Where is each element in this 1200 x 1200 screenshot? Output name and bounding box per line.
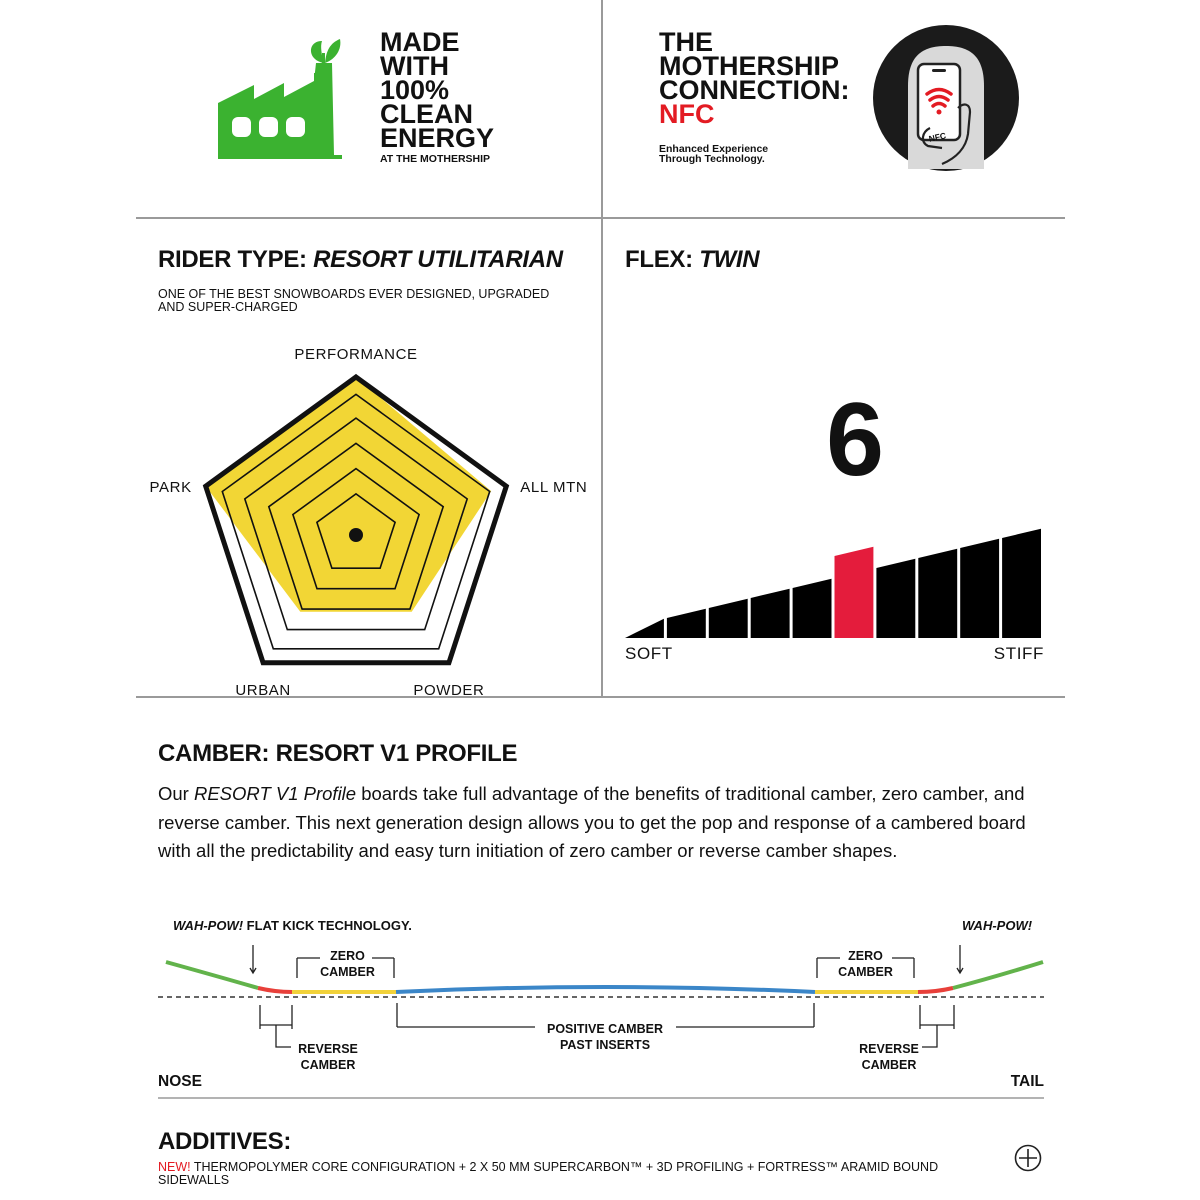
camber-positive-line-1: POSITIVE CAMBER <box>547 1022 663 1036</box>
clean-energy-block <box>210 25 510 175</box>
camber-intro-rest: boards take full advantage of the benefits of traditional camber, zero camber, and reverse camber. This next generation design allows you to get the pop and response of a cambered board with all the predictability and easy turn initiation of zero camber or reverse camber shapes. <box>158 783 1026 861</box>
additives-expand-button[interactable] <box>1014 1144 1042 1172</box>
radar-center-dot <box>349 528 363 542</box>
flex-bar-3 <box>709 599 748 638</box>
flex-bar-1 <box>625 619 664 638</box>
divider-vertical-top <box>601 0 603 218</box>
clean-energy-subtitle: AT THE MOTHERSHIP <box>380 153 491 165</box>
additives-new-badge: NEW! <box>158 1160 191 1174</box>
camber-zero-right-line-1: ZERO <box>848 949 883 963</box>
camber-reverse-left-line-1: REVERSE <box>298 1042 358 1056</box>
radar-axis-label-all-mtn: ALL MTN <box>520 479 588 497</box>
flex-bar-4 <box>751 589 790 638</box>
nfc-tagline-line-1: Enhanced Experience <box>659 143 769 155</box>
rider-type-description: ONE OF THE BEST SNOWBOARDS EVER DESIGNED, UPGRADED AND SUPER-CHARGED <box>158 287 550 314</box>
radar-axis-label-powder: POWDER <box>413 681 485 699</box>
factory-leaf-icon <box>216 33 358 163</box>
clean-energy-line-5: ENERGY <box>380 123 495 153</box>
flex-value: TWIN <box>699 246 760 273</box>
nfc-tagline <box>659 144 768 164</box>
camber-title: CAMBER: RESORT V1 PROFILE <box>158 740 518 767</box>
camber-tail-label: TAIL <box>1010 1073 1044 1090</box>
additives-description: THERMOPOLYMER CORE CONFIGURATION + 2 X 50 MM SUPERCARBON™ + 3D PROFILING + FORTRESS™ ARAMID BOUND SIDEWALLS <box>158 1160 939 1187</box>
flex-bar-6 <box>835 547 874 638</box>
rider-type-heading <box>158 246 563 274</box>
radar-axis-label-urban: URBAN <box>235 681 291 699</box>
flex-rating: 6 <box>826 382 884 498</box>
nfc-headline <box>659 27 850 129</box>
camber-zero-right-line-2: CAMBER <box>838 965 893 979</box>
camber-segment-tail-kick <box>953 962 1043 988</box>
camber-zero-left-line-1: ZERO <box>330 949 365 963</box>
nfc-line-2: MOTHERSHIP <box>659 51 840 81</box>
camber-flat-kick-label <box>173 918 412 933</box>
camber-segment-nose-kick <box>166 962 258 988</box>
flex-soft-label: SOFT <box>625 644 673 663</box>
flex-bar-9 <box>960 539 999 638</box>
rider-radar-chart <box>140 340 600 699</box>
clean-energy-headline <box>380 27 495 153</box>
camber-wah-pow-right: WAH-POW! <box>962 918 1033 933</box>
radar-axis-label-park: PARK <box>149 479 192 497</box>
nfc-line-1: THE <box>659 27 713 57</box>
nfc-badge-text: NFC <box>927 130 947 144</box>
divider-vertical-middle <box>601 219 603 697</box>
camber-reverse-left-line-2: CAMBER <box>300 1058 356 1072</box>
rider-type-label: RIDER TYPE: <box>158 246 307 273</box>
radar-data-area <box>206 377 492 612</box>
camber-wah-pow-left: WAH-POW! <box>173 918 244 933</box>
camber-zero-left-label <box>300 948 395 980</box>
flex-stiff-label: STIFF <box>993 644 1044 663</box>
camber-segment-positive <box>396 987 815 992</box>
camber-reverse-left-label <box>293 1041 363 1073</box>
camber-nose-label: NOSE <box>158 1073 202 1090</box>
flex-heading <box>625 246 759 274</box>
flex-scale-chart <box>620 520 1050 645</box>
additives-title: ADDITIVES: <box>158 1128 292 1155</box>
camber-reverse-right-line-2: CAMBER <box>861 1058 917 1072</box>
clean-energy-line-2: WITH <box>380 51 449 81</box>
camber-segment-nose-reverse <box>258 988 292 992</box>
camber-profile-diagram <box>150 905 1050 1105</box>
phone-nfc-icon <box>872 24 1020 172</box>
camber-positive-line-2: PAST INSERTS <box>559 1038 651 1052</box>
camber-flat-kick-text: FLAT KICK TECHNOLOGY. <box>243 918 412 933</box>
camber-positive-label <box>530 1021 680 1053</box>
flex-label: FLEX: <box>625 246 693 273</box>
flex-bar-8 <box>918 549 957 638</box>
nfc-line-3: CONNECTION: <box>659 75 850 105</box>
camber-zero-right-label <box>818 948 913 980</box>
camber-reverse-right-line-1: REVERSE <box>859 1042 919 1056</box>
additives-text <box>158 1161 948 1187</box>
camber-segment-tail-reverse <box>918 988 953 992</box>
camber-description <box>158 780 1048 866</box>
clean-energy-line-3: 100% <box>380 75 450 105</box>
camber-intro: Our <box>158 783 194 804</box>
camber-intro-emphasis: RESORT V1 Profile <box>193 783 357 804</box>
flex-bar-10 <box>1002 529 1041 638</box>
nfc-highlight: NFC <box>659 99 715 129</box>
nfc-tagline-line-2: Through Technology. <box>659 153 765 165</box>
radar-axis-label-performance: PERFORMANCE <box>294 346 418 363</box>
camber-zero-left-line-2: CAMBER <box>320 965 375 979</box>
flex-bar-2 <box>667 609 706 638</box>
rider-type-value: RESORT UTILITARIAN <box>313 246 563 273</box>
flex-bar-7 <box>876 559 915 638</box>
flex-bar-5 <box>793 579 832 638</box>
plus-circle-icon <box>1014 1144 1042 1172</box>
clean-energy-line-4: CLEAN <box>380 99 473 129</box>
camber-reverse-right-label <box>854 1041 924 1073</box>
clean-energy-line-1: MADE <box>380 27 460 57</box>
